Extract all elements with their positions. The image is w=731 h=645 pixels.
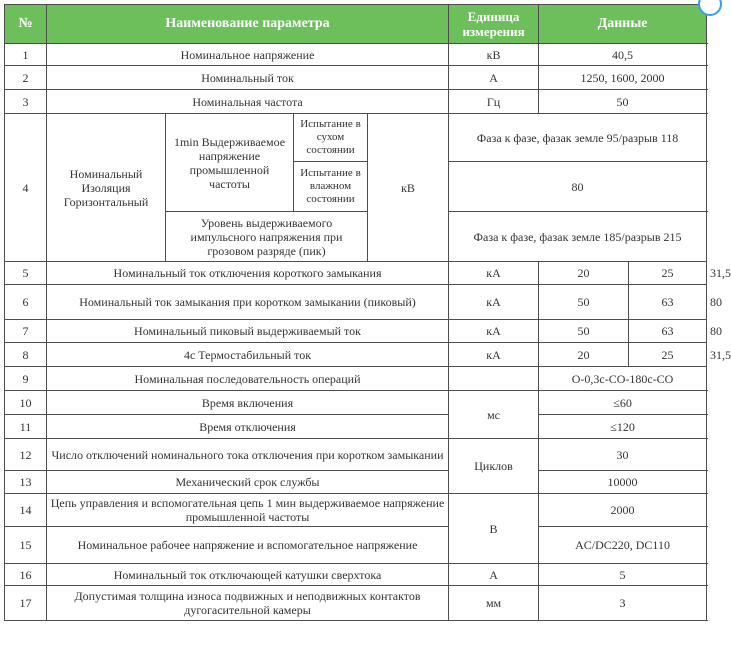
value-cell: 25 [629,343,707,367]
value-cell: 30 [539,439,707,471]
header-name: Наименование параметра [47,5,449,44]
test-condition-dry: Испытание в сухом состоянии [294,114,368,162]
unit-cell: кА [449,285,539,320]
table-row [5,494,707,527]
value-cell: 20 [539,343,629,367]
unit-cell: мс [449,391,539,439]
parameter-name: 4с Термостабильный ток [47,343,449,367]
parameter-name: Номинальное напряжение [47,44,449,66]
value-cell: 40,5 [539,44,707,66]
row-number: 9 [5,367,47,391]
table-row [5,586,707,621]
value-cell: 80 [449,162,707,212]
row-number: 8 [5,343,47,367]
value-cell: 5 [539,564,707,586]
value-cell: 50 [539,320,629,343]
value-cell: 50 [539,90,707,114]
row-number: 10 [5,391,47,415]
parameter-name: Номинальный ток замыкания при коротком замыкании (пиковый) [47,285,449,320]
test-condition-wet: Испытание в влажном состоянии [294,162,368,212]
parameter-name: Число отключений номинального тока отключения при коротком замыкании [47,439,449,471]
value-cell: 2000 [539,494,707,527]
unit-cell: А [449,564,539,586]
row-number: 7 [5,320,47,343]
value-cell: 25 [629,262,707,285]
parameter-name: Номинальное рабочее напряжение и вспомогательное напряжение [47,527,449,564]
sub-parameter-name: Уровень выдерживаемого импульсного напряжения при грозовом разряде (пик) [166,212,368,262]
table-row [5,44,707,66]
value-cell: ≤120 [539,415,707,439]
row-number: 1 [5,44,47,66]
header-row [5,5,707,44]
parameter-name: Допустимая толщина износа подвижных и неподвижных контактов дугогасительной камеры [47,586,449,621]
row-number: 17 [5,586,47,621]
unit-cell: кА [449,343,539,367]
row-number: 16 [5,564,47,586]
table-row [5,439,707,471]
value-cell: AC/DC220, DC110 [539,527,707,564]
unit-cell: кА [449,262,539,285]
table-row [5,564,707,586]
unit-cell: Циклов [449,439,539,494]
table-row: 6 Номинальный ток замыкания при коротком замыкании (пиковый) кА 50 63 80 [5,285,707,320]
table-row: 5 Номинальный ток отключения короткого замыкания кА 20 25 31,5 [5,262,707,285]
table-row [5,527,707,564]
parameter-name: Время отключения [47,415,449,439]
table-row: 8 4с Термостабильный ток кА 20 25 31,5 [5,343,707,367]
unit-cell: кВ [368,114,449,262]
table-row: 7 Номинальный пиковый выдерживаемый ток кА 50 63 80 [5,320,707,343]
row-number: 15 [5,527,47,564]
value-cell: 63 [629,320,707,343]
table-row [5,114,707,162]
unit-cell: А [449,66,539,90]
parameter-name: Номинальная последовательность операций [47,367,449,391]
parameter-name: Цепь управления и вспомогательная цепь 1 мин выдерживаемое напряжение промышленной частоты [47,494,449,527]
row-number: 4 [5,114,47,262]
row-number: 11 [5,415,47,439]
unit-cell: мм [449,586,539,621]
table-row [5,90,707,114]
parameter-name: Номинальный ток отключения короткого замыкания [47,262,449,285]
table-row [5,66,707,90]
row-number: 14 [5,494,47,527]
parameter-name: Механический срок службы [47,471,449,494]
value-cell: 63 [629,285,707,320]
row-number: 6 [5,285,47,320]
unit-cell: Гц [449,90,539,114]
value-cell: Фаза к фазе, фазак земле 185/разрыв 215 [449,212,707,262]
parameter-name: Номинальная частота [47,90,449,114]
row-number: 2 [5,66,47,90]
unit-cell [449,367,539,391]
spec-table [4,4,731,621]
table-row [5,367,707,391]
row-number: 12 [5,439,47,471]
parameter-name: Время включения [47,391,449,415]
sub-parameter-name: 1min Выдерживаемое напряжение промышленной частоты [166,114,294,212]
value-cell: ≤60 [539,391,707,415]
table-row [5,415,707,439]
row-number: 3 [5,90,47,114]
value-cell: O-0,3c-CO-180c-CO [539,367,707,391]
row-number: 13 [5,471,47,494]
header-unit: Единица измерения [449,5,539,44]
table-row [5,391,707,415]
header-data: Данные [539,5,707,44]
value-cell: Фаза к фазе, фазак земле 95/разрыв 118 [449,114,707,162]
value-cell: 1250, 1600, 2000 [539,66,707,90]
value-cell: 3 [539,586,707,621]
unit-cell: В [449,494,539,564]
parameter-name: Номинальный ток [47,66,449,90]
unit-cell: кВ [449,44,539,66]
value-cell: 10000 [539,471,707,494]
unit-cell: кА [449,320,539,343]
header-num: № [5,5,47,44]
value-cell: 50 [539,285,629,320]
parameter-name: Номинальный пиковый выдерживаемый ток [47,320,449,343]
row-number: 5 [5,262,47,285]
parameter-name: Номинальный Изоляция Горизонтальный [47,114,166,262]
value-cell: 20 [539,262,629,285]
parameter-name: Номинальный ток отключающей катушки сверхтока [47,564,449,586]
table-row [5,471,707,494]
